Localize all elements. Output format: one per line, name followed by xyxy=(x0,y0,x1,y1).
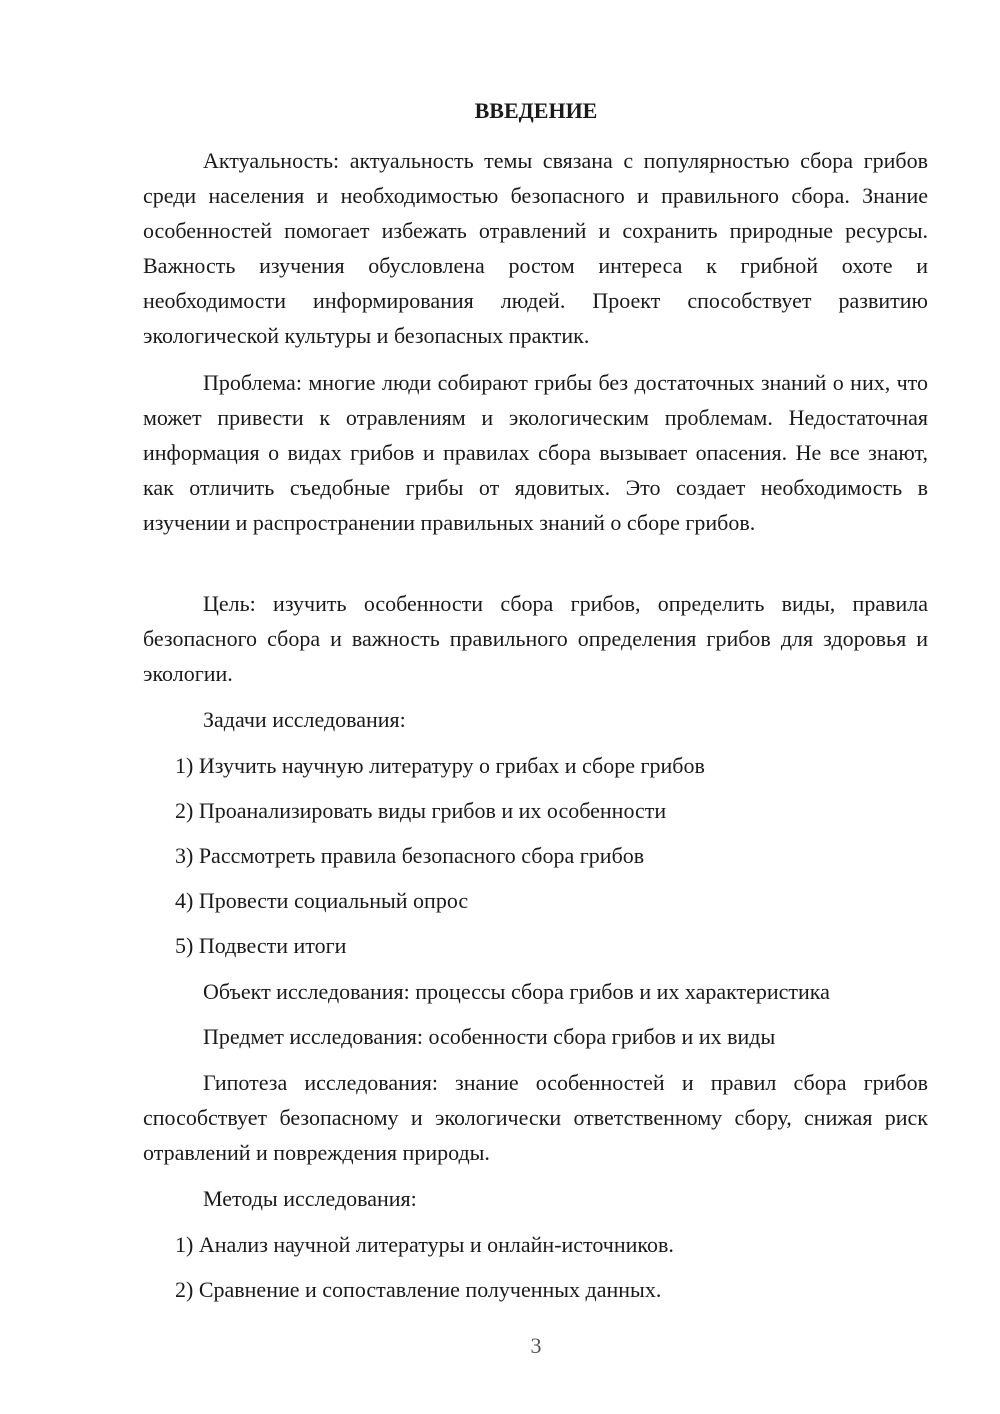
task-item-1 xyxy=(143,748,928,783)
hypothesis-text: Гипотеза исследования: знание особенностей и правил сбора грибов способствует безопасному и экологически ответственному сбору, снижая риск отравлений и повреждения природы. xyxy=(143,1070,928,1165)
relevance-text: Актуальность: актуальность темы связана с популярностью сбора грибов среди населения и необходимостью безопасного и правильного сбора. Знание особенностей помогает избежать отравлений и сохранить природные ресурсы. Важность изучения обусловлена ростом интереса к грибной охоте и необходимости информирования людей. Проект способствует развитию экологической культуры и безопасных практик. xyxy=(143,148,928,348)
paragraph-relevance xyxy=(143,143,928,353)
list-item: 2) Сравнение и сопоставление полученных данных. xyxy=(175,1277,662,1302)
paragraph-goal xyxy=(143,586,928,691)
paragraph-problem xyxy=(143,365,928,540)
methods-heading-block xyxy=(143,1181,928,1216)
task-item-4 xyxy=(143,883,928,918)
goal-text: Цель: изучить особенности сбора грибов, определить виды, правила безопасного сбора и важность правильного определения грибов для здоровья и экологии. xyxy=(143,591,928,686)
page-number: 3 xyxy=(530,1333,542,1358)
list-item: 2) Проанализировать виды грибов и их особенности xyxy=(175,798,667,823)
list-item: 1) Изучить научную литературу о грибах и сборе грибов xyxy=(175,753,705,778)
method-item-2 xyxy=(143,1272,928,1307)
method-item-1 xyxy=(143,1227,928,1262)
problem-text: Проблема: многие люди собирают грибы без достаточных знаний о них, что может привести к отравлениям и экологическим проблемам. Недостаточная информация о видах грибов и правилах сбора вызывает опасения. Не все знают, как отличить съедобные грибы от ядовитых. Это создает необходимость в изучении и распространении правильных знаний о сборе грибов. xyxy=(143,370,928,535)
task-item-2 xyxy=(143,793,928,828)
list-item: 3) Рассмотреть правила безопасного сбора грибов xyxy=(175,843,645,868)
paragraph-hypothesis xyxy=(143,1065,928,1170)
section-title: ВВЕДЕНИЕ xyxy=(474,98,598,123)
subject-block xyxy=(143,1019,928,1054)
task-item-5 xyxy=(143,928,928,963)
methods-heading: Методы исследования: xyxy=(203,1186,417,1211)
tasks-heading-block xyxy=(143,702,928,737)
subject-text: Предмет исследования: особенности сбора грибов и их виды xyxy=(203,1024,776,1049)
list-item: 1) Анализ научной литературы и онлайн-источников. xyxy=(175,1232,674,1257)
object-block xyxy=(143,974,928,1009)
task-item-3 xyxy=(143,838,928,873)
tasks-heading: Задачи исследования: xyxy=(203,707,406,732)
object-text: Объект исследования: процессы сбора грибов и их характеристика xyxy=(203,979,830,1004)
list-item: 5) Подвести итоги xyxy=(175,933,347,958)
list-item: 4) Провести социальный опрос xyxy=(175,888,469,913)
